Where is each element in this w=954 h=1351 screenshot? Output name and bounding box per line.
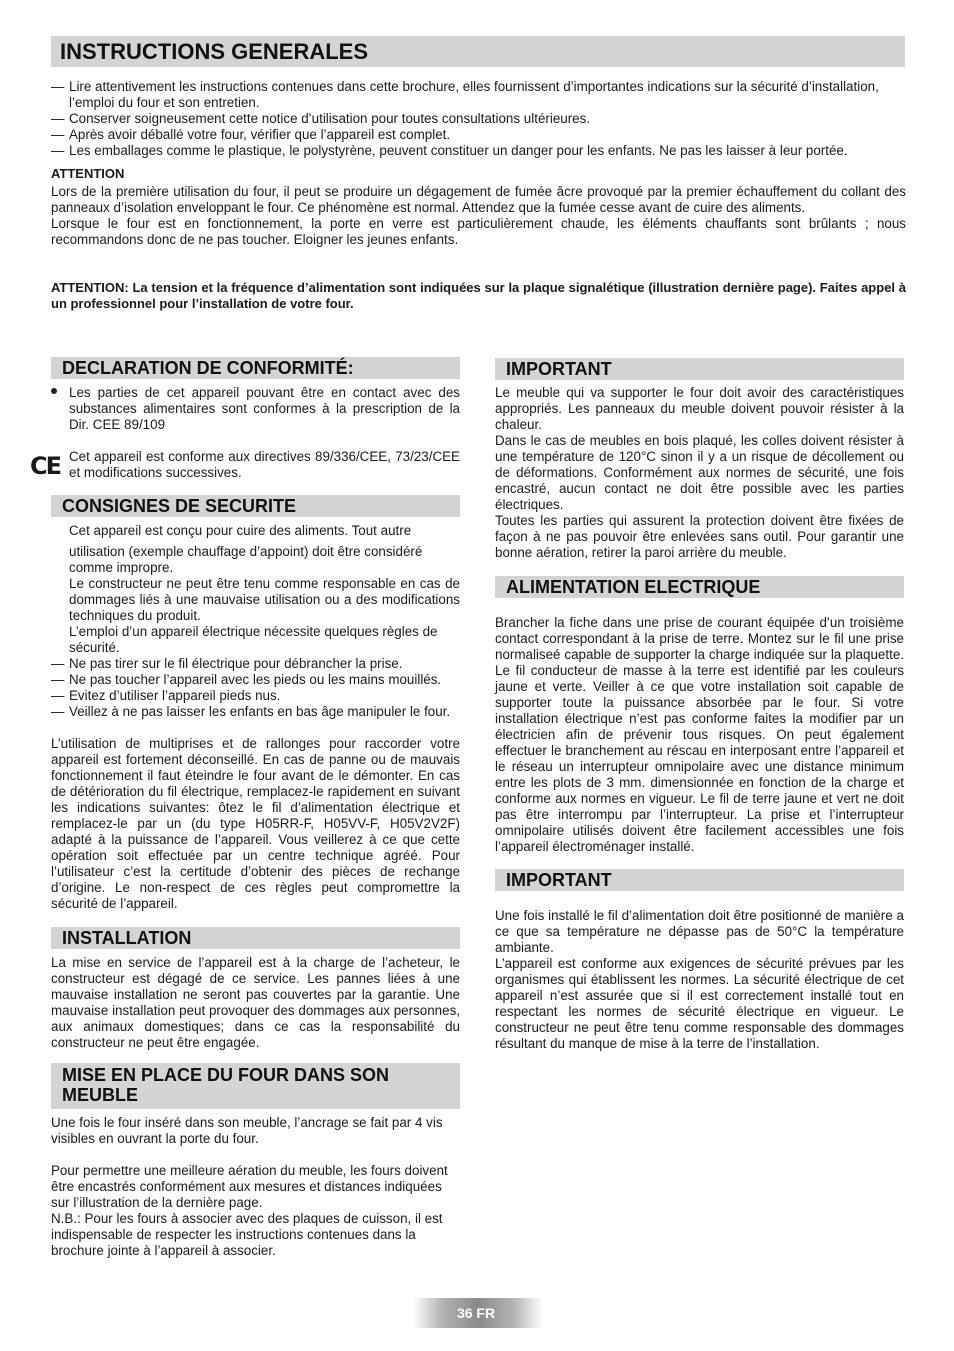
securite-paragraph-2: Le constructeur ne peut être tenu comme responsable en cas de dommages liés à une mauvaise utilisation ou a des modifications techniques du produit. bbox=[69, 576, 460, 623]
important-paragraph-3: Toutes les parties qui assurent la protection doivent être fixées de façon à ne pas pouvoir être enlevées sans outil. Pour garantir une bonne aération, retirer la paroi arrière du meuble. bbox=[495, 513, 904, 560]
attention-paragraph-2: Lorsque le four est en fonctionnement, la porte en verre est particulièrement chaude, les éléments chauffants sont brûlants ; nous recommandons donc de ne pas toucher. Eloigner les jeunes enfants. bbox=[51, 216, 906, 247]
conformite-text: Les parties de cet appareil pouvant être en contact avec des substances alimentaires sont conformes à la prescription de la Dir. CEE 89/109 bbox=[69, 385, 460, 432]
securite-paragraph-3: L’emploi d’un appareil électrique nécessite quelques règles de sécurité. bbox=[69, 624, 438, 655]
list-item: — Conserver soigneusement cette notice d’utilisation pour toutes consultations ultérieures. bbox=[51, 111, 591, 126]
ce-mark-icon: CE bbox=[30, 452, 61, 480]
securite-closing: L’utilisation de multiprises et de rallonges pour raccorder votre appareil est fortement déconseillé. En cas de panne ou de mauvais fonctionnement il faut éteindre le four avant de le démonter. En cas de détérioration du fil électrique, remplacez-le rapidement en suivant les indications suivantes: ôtez le fil d’alimentation électrique et remplacez-le par un (du type H05RR-F, H05VV-F, H05V2V2F) adapté à la puissance de l’appareil. Vous veillerez à ce que cette opération soit effectuée par un centre technique agréé. Pour l’utilisateur c’est la certitude d’obtenir des pièces de rechange d’origine. Le non-respect de ces règles peut compromettre la sécurité de l’appareil. bbox=[51, 736, 460, 911]
section-heading-important: IMPORTANT bbox=[495, 358, 904, 380]
section-heading-conformite: DECLARATION DE CONFORMITÉ: bbox=[51, 357, 460, 379]
securite-list bbox=[51, 656, 460, 720]
installation-text: La mise en service de l’appareil est à la charge de l’acheteur, le constructeur est dégagé de ce service. Les pannes liées à une mauvaise installation ne seront pas couvertes par la garantie. Une mauvaise installation peut provoquer des dommages aux personnes, aux animaux domestiques; dans ce cas la responsabilité du constructeur ne peut être engagée. bbox=[51, 955, 460, 1050]
section-heading-alimentation: ALIMENTATION ELECTRIQUE bbox=[495, 576, 904, 598]
important-paragraph-2: Dans le cas de meubles en bois plaqué, les colles doivent résister à une température de 120°C sinon il y a un risque de décollement ou de déformations. Conformément aux normes de sécurité, une fois encastré, aucun contact ne doit être possible avec les parties électriques. bbox=[495, 433, 904, 512]
mise-en-place-paragraph-2: Pour permettre une meilleure aération du meuble, les fours doivent être encastrés conformément aux mesures et distances indiquées sur l’illustration de la dernière page. bbox=[51, 1163, 448, 1210]
list-item: — Lire attentivement les instructions contenues dans cette brochure, elles fournissent d’importantes indications sur la sécurité d’installation, l’emploi du four et son entretien. bbox=[51, 79, 879, 110]
ce-text: Cet appareil est conforme aux directives 89/336/CEE, 73/23/CEE et modifications successives. bbox=[69, 449, 460, 480]
mise-en-place-paragraph-3: N.B.: Pour les fours à associer avec des plaques de cuisson, il est indispensable de respecter les instructions contenues dans la brochure jointe à l’appareil à associer. bbox=[51, 1211, 443, 1258]
list-item: — Evitez d’utiliser l’appareil pieds nus. bbox=[51, 688, 281, 703]
important-text bbox=[495, 385, 904, 561]
section-heading-securite: CONSIGNES DE SECURITE bbox=[51, 495, 460, 517]
list-item: — Ne pas tirer sur le fil électrique pour débrancher la prise. bbox=[51, 656, 403, 671]
important-2-paragraph-2: L’appareil est conforme aux exigences de sécurité prévues par les organismes qui établissent les normes. La sécurité électrique de cet appareil n’est assurée que si il est correctement installé tout en respectant les normes de sécurité électrique en vigueur. Le constructeur ne peut être tenu comme responsable des dommages résultant du manque de mise à la terre de l’installation. bbox=[495, 956, 904, 1051]
list-item: — Veillez à ne pas laisser les enfants en bas âge manipuler le four. bbox=[51, 704, 451, 719]
list-item: — Après avoir déballé votre four, vérifier que l’appareil est complet. bbox=[51, 127, 451, 142]
securite-intro-line: utilisation (exemple chauffage d’appoint) doit être considéré comme impropre. bbox=[69, 544, 423, 575]
important-2-paragraph-1: Une fois installé le fil d’alimentation doit être positionné de manière a ce que sa température ne dépasse pas de 50°C la température ambiante. bbox=[495, 908, 904, 955]
attention-paragraph-1: Lors de la première utilisation du four, il peut se produire un dégagement de fumée âcre provoqué par la premier échauffement du collant des panneaux d’isolation enveloppant le four. Ce phénomène est normal. Attendez que la fumée cesse avant de cuire des aliments. bbox=[51, 184, 906, 215]
mise-en-place-text bbox=[51, 1115, 460, 1259]
page-number: 36 FR bbox=[456, 1305, 496, 1321]
list-item: — Ne pas toucher l’appareil avec les pieds ou les mains mouillés. bbox=[51, 672, 442, 687]
attention-text bbox=[51, 184, 906, 248]
attention-power-note: ATTENTION: La tension et la fréquence d’alimentation sont indiquées sur la plaque signalétique (illustration dernière page). Faites appel à un professionnel pour l’installation de votre four. bbox=[51, 280, 906, 311]
section-heading-mise-en-place: MISE EN PLACE DU FOUR DANS SON MEUBLE bbox=[51, 1063, 460, 1109]
mise-en-place-paragraph-1: Une fois le four inséré dans son meuble, l’ancrage se fait par 4 vis visibles en ouvrant la porte du four. bbox=[51, 1115, 443, 1146]
list-item: — Les emballages comme le plastique, le polystyrène, peuvent constituer un danger pour les enfants. Ne pas les laisser à leur portée. bbox=[51, 143, 848, 158]
securite-intro-1: Cet appareil est conçu pour cuire des aliments. Tout autre bbox=[69, 523, 412, 538]
page-title: INSTRUCTIONS GENERALES bbox=[51, 36, 905, 67]
securite-intro-2 bbox=[69, 544, 460, 656]
bullet-icon bbox=[51, 388, 57, 394]
section-heading-installation: INSTALLATION bbox=[51, 927, 460, 949]
important-2-text bbox=[495, 908, 904, 1052]
alimentation-text: Brancher la fiche dans une prise de courant équipée d’un troisième contact correspondant à la prise de terre. Montez sur le fil une prise normaliseé capable de supporter la charge indiquée sur la plaquette. Le fil conducteur de masse à la terre est identifié par les couleurs jaune et verte. Veiller à ce que votre installation soit capable de supporter toute la puissance absorbée par le four. Si votre installation électrique n’est pas conforme faites la modifier par un électricien afin de prévenir tous risques. On peut également effectuer le branchement au réscau en interposant entre l’appareil et le réseau un interrupteur omnipolaire avec une distance minimum entre les plots de 3 mm. dimensionnée en fonction de la charge et conforme aux normes en vigueur. Le fil de terre jaune et vert ne doit pas être interrompu par l’interrupteur. La prise et l’interrupteur omnipolaire utilisés doivent être facilement accessibles une fois l’appareil électroménager installé. bbox=[495, 615, 904, 854]
attention-label: ATTENTION bbox=[51, 166, 125, 181]
section-heading-important-2: IMPORTANT bbox=[495, 869, 904, 891]
intro-list bbox=[51, 79, 906, 159]
important-paragraph-1: Le meuble qui va supporter le four doit avoir des caractéristiques appropriés. Les panneaux du meuble doivent pouvoir résister à la chaleur. bbox=[495, 385, 904, 432]
